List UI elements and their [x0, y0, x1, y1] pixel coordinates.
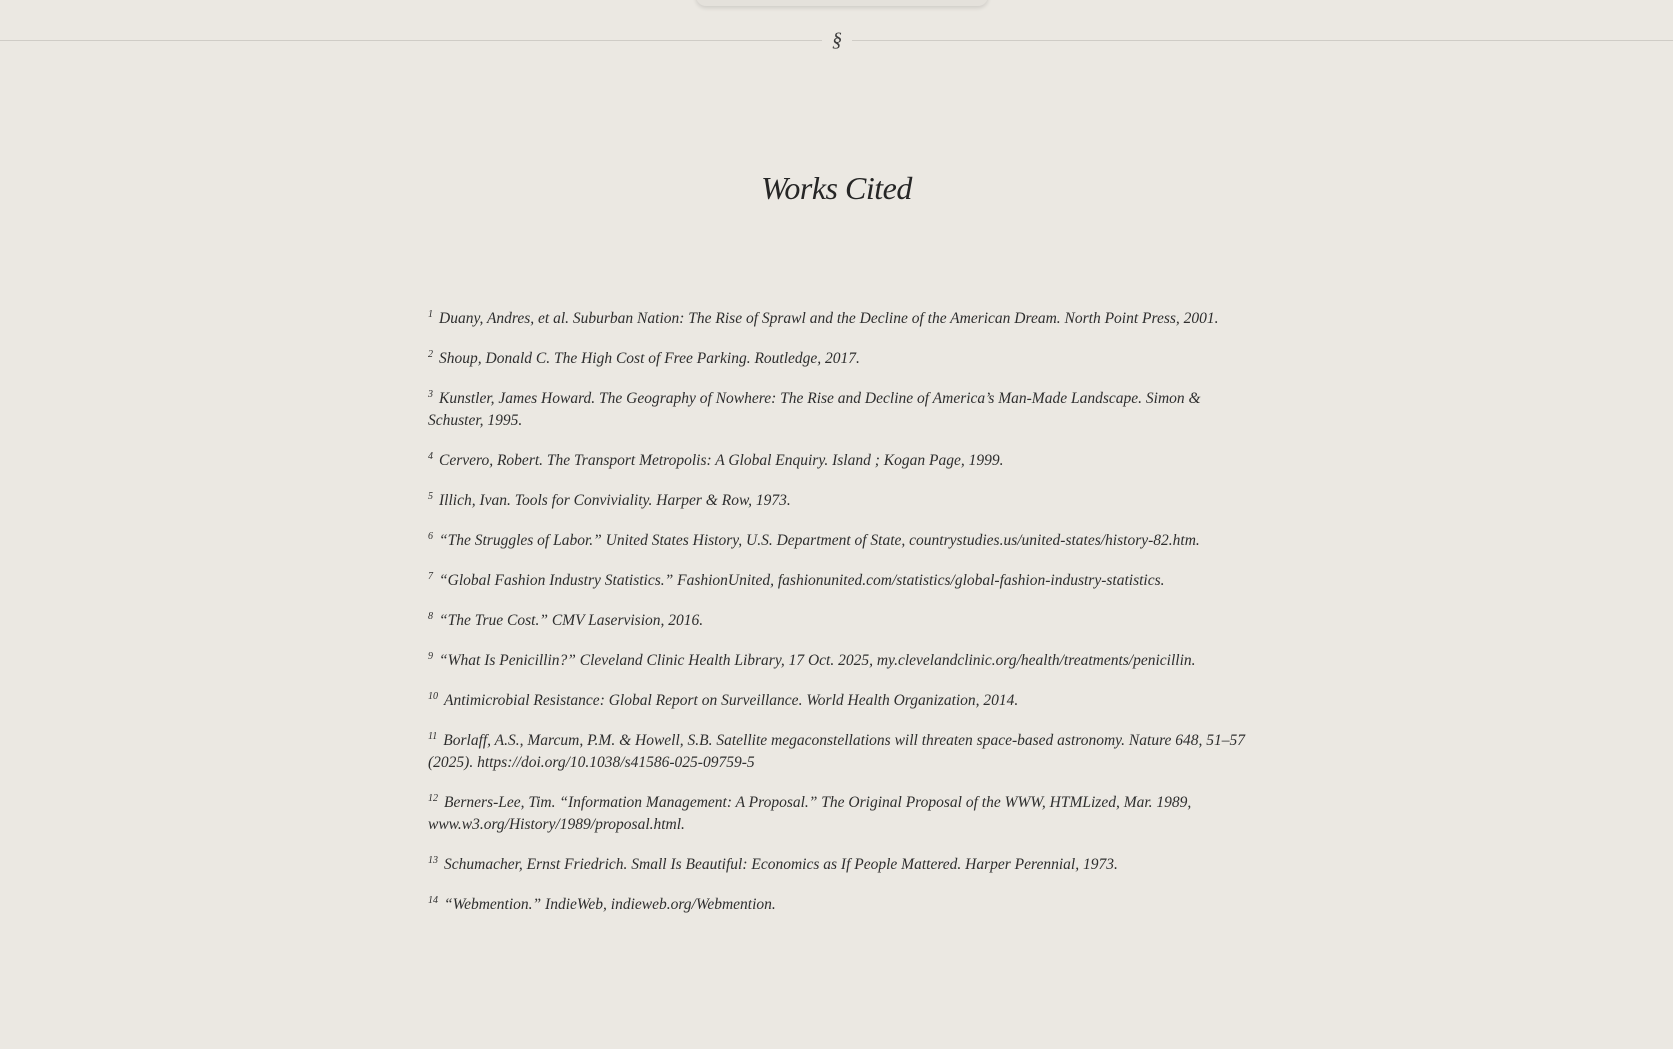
reference-item [428, 650, 1248, 672]
reference-item [428, 792, 1248, 836]
works-cited-list [428, 308, 1248, 934]
reference-text: Berners-Lee, Tim. “Information Management: A Proposal.” The Original Proposal of the WWW, HTMLized, Mar. 1989, www.w3.org/History/1989/proposal.html. [428, 794, 1192, 833]
reference-text: “The True Cost.” CMV Laservision, 2016. [439, 612, 704, 629]
reference-item [428, 388, 1248, 432]
reference-number: 3 [428, 389, 433, 400]
reference-item [428, 308, 1248, 330]
reference-text: “Global Fashion Industry Statistics.” FashionUnited, fashionunited.com/statistics/global-fashion-industry-statistics. [439, 572, 1165, 589]
reference-number: 13 [428, 855, 438, 866]
reference-text: Borlaff, A.S., Marcum, P.M. & Howell, S.B. Satellite megaconstellations will threaten space-based astronomy. Nature 648, 51–57 (2025). https://doi.org/10.1038/s41586-025-09759-5 [428, 732, 1246, 771]
reference-item [428, 730, 1248, 774]
reference-text: Duany, Andres, et al. Suburban Nation: The Rise of Sprawl and the Decline of the American Dream. North Point Press, 2001. [439, 310, 1219, 327]
section-mark-icon: § [822, 26, 852, 54]
reference-text: Illich, Ivan. Tools for Conviviality. Harper & Row, 1973. [439, 492, 791, 509]
reference-text: “The Struggles of Labor.” United States History, U.S. Department of State, countrystudies.us/united-states/history-82.htm. [439, 532, 1200, 549]
reference-number: 1 [428, 309, 433, 320]
reference-number: 4 [428, 451, 433, 462]
reference-number: 14 [428, 895, 438, 906]
reference-text: “What Is Penicillin?” Cleveland Clinic Health Library, 17 Oct. 2025, my.clevelandclinic.org/health/treatments/penicillin. [439, 652, 1196, 669]
reference-item [428, 530, 1248, 552]
reference-number: 8 [428, 611, 433, 622]
reference-item [428, 610, 1248, 632]
reference-text: Antimicrobial Resistance: Global Report on Surveillance. World Health Organization, 2014. [444, 692, 1019, 709]
reference-text: Shoup, Donald C. The High Cost of Free Parking. Routledge, 2017. [439, 350, 860, 367]
reference-text: Kunstler, James Howard. The Geography of Nowhere: The Rise and Decline of America’s Man-Made Landscape. Simon & Schuster, 1995. [428, 390, 1201, 429]
reference-item [428, 690, 1248, 712]
top-pull-tab[interactable] [696, 0, 988, 6]
reference-text: Cervero, Robert. The Transport Metropolis: A Global Enquiry. Island ; Kogan Page, 1999. [439, 452, 1004, 469]
page-title: Works Cited [761, 170, 912, 206]
reference-number: 12 [428, 793, 438, 804]
reference-item [428, 570, 1248, 592]
reference-item [428, 450, 1248, 472]
reference-number: 7 [428, 571, 433, 582]
reference-text: Schumacher, Ernst Friedrich. Small Is Beautiful: Economics as If People Mattered. Harper Perennial, 1973. [444, 856, 1118, 873]
reference-item [428, 854, 1248, 876]
reference-text: “Webmention.” IndieWeb, indieweb.org/Webmention. [444, 896, 776, 913]
reference-item [428, 490, 1248, 512]
reference-number: 6 [428, 531, 433, 542]
reference-item [428, 348, 1248, 370]
reference-number: 10 [428, 691, 438, 702]
reference-number: 5 [428, 491, 433, 502]
reference-number: 9 [428, 651, 433, 662]
reference-number: 2 [428, 349, 433, 360]
reference-number: 11 [428, 731, 438, 742]
reference-item [428, 894, 1248, 916]
